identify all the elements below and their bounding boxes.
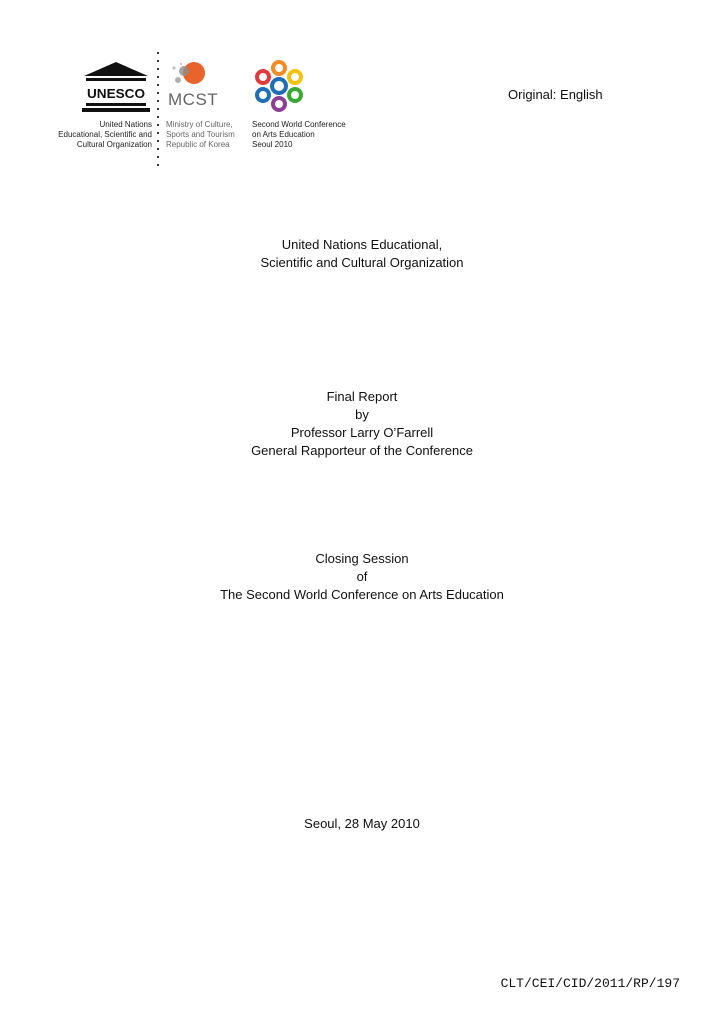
organization-name — [0, 236, 724, 272]
dotted-divider — [157, 52, 159, 170]
unesco-caption — [40, 120, 152, 150]
mcst-caption-line: Sports and Tourism — [166, 130, 235, 139]
unesco-logo — [80, 60, 152, 114]
date-line: Seoul, 28 May 2010 — [304, 816, 420, 831]
organization-line: United Nations Educational, — [281, 237, 443, 252]
conference-logo — [251, 58, 307, 114]
session-block — [0, 550, 724, 604]
mcst-caption-line: Ministry of Culture, — [166, 120, 233, 129]
session-line: Closing Session — [315, 551, 409, 566]
organization-line: Scientific and Cultural Organization — [260, 255, 464, 270]
conference-caption — [252, 120, 346, 150]
unesco-caption-line: Cultural Organization — [76, 140, 152, 149]
conference-caption-line: Seoul 2010 — [252, 140, 293, 149]
report-role: General Rapporteur of the Conference — [251, 443, 473, 458]
report-title: Final Report — [326, 389, 398, 404]
unesco-wordmark: UNESCO — [87, 86, 145, 101]
session-line: of — [356, 569, 368, 584]
conference-caption-line: Second World Conference — [252, 120, 346, 129]
unesco-caption-line: United Nations — [99, 120, 152, 129]
conference-caption-line: on Arts Education — [252, 130, 315, 139]
mcst-name: MCST — [168, 90, 219, 109]
report-by: by — [355, 407, 369, 422]
mcst-caption — [166, 120, 235, 150]
mcst-caption-line: Republic of Korea — [166, 140, 230, 149]
report-author: Professor Larry O’Farrell — [290, 425, 434, 440]
document-code: CLT/CEI/CID/2011/RP/197 — [500, 976, 680, 991]
session-line: The Second World Conference on Arts Education — [220, 587, 504, 602]
original-language-label: Original: English — [508, 87, 603, 102]
unesco-caption-line: Educational, Scientific and — [58, 130, 152, 139]
mcst-logo-mark — [170, 60, 212, 90]
report-block — [0, 388, 724, 460]
